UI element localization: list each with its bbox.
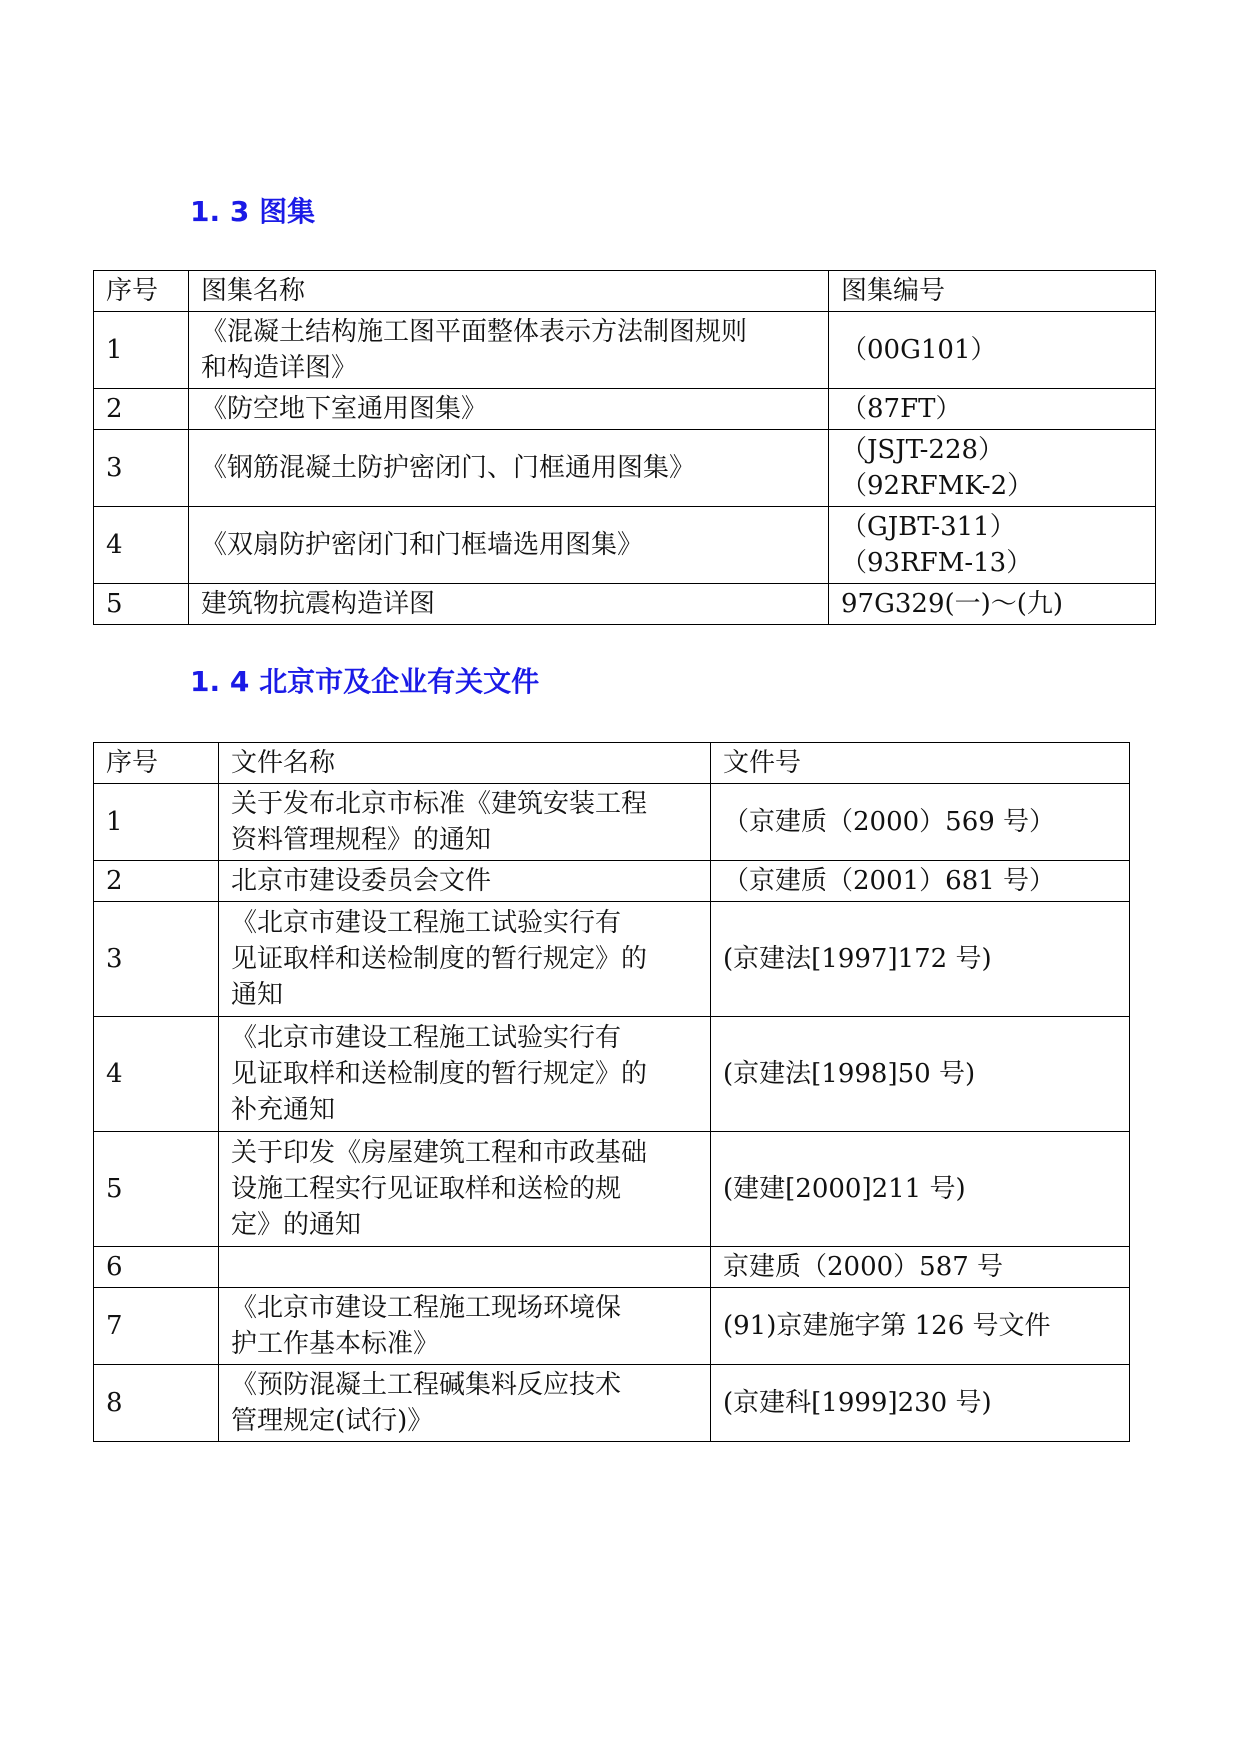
code-line: (京建科[1999]230 号)	[723, 1388, 992, 1418]
code-cell	[711, 784, 1130, 861]
code-cell	[829, 430, 1156, 507]
row-number-cell: 1	[94, 784, 219, 861]
code-line: (京建法[1998]50 号)	[723, 1059, 976, 1089]
name-cell	[189, 312, 829, 389]
code-line: （京建质（2001）681 号）	[723, 866, 1056, 896]
table-row	[94, 1247, 1130, 1288]
name-line: 设施工程实行见证取样和送检的规	[231, 1174, 622, 1204]
row-number-cell: 2	[94, 861, 219, 902]
table-row	[94, 861, 1130, 902]
row-number-cell: 8	[94, 1365, 219, 1442]
name-cell	[219, 861, 711, 902]
name-line: 北京市建设委员会文件	[231, 866, 492, 896]
table-row	[94, 507, 1156, 584]
table-header-cell: 序号	[94, 743, 219, 784]
table-row	[94, 430, 1156, 507]
table-header-cell: 文件号	[711, 743, 1130, 784]
name-cell	[219, 1365, 711, 1442]
row-number-cell: 6	[94, 1247, 219, 1288]
name-line: 定》的通知	[231, 1210, 362, 1240]
name-cell	[189, 389, 829, 430]
table-header-cell: 文件名称	[219, 743, 711, 784]
table-row	[94, 312, 1156, 389]
table-row	[94, 1017, 1130, 1132]
name-line: 《双扇防护密闭门和门框墙选用图集》	[201, 530, 644, 560]
code-cell	[711, 902, 1130, 1017]
name-cell	[189, 584, 829, 625]
code-line: (建建[2000]211 号)	[723, 1174, 966, 1204]
code-line: （京建质（2000）569 号）	[723, 807, 1056, 837]
table-row	[94, 784, 1130, 861]
row-number-cell: 2	[94, 389, 189, 430]
code-cell	[711, 1132, 1130, 1247]
name-line: 建筑物抗震构造详图	[201, 589, 436, 619]
code-cell	[711, 1017, 1130, 1132]
table-row	[94, 389, 1156, 430]
name-cell	[219, 902, 711, 1017]
code-line: 97G329(一)～(九)	[841, 589, 1064, 619]
name-line: 见证取样和送检制度的暂行规定》的	[231, 944, 648, 974]
table-row	[94, 1288, 1130, 1365]
code-line: （93RFM-13）	[841, 548, 1033, 578]
name-line: 《混凝土结构施工图平面整体表示方法制图规则	[201, 317, 748, 347]
atlas-table	[93, 270, 1156, 625]
code-cell	[829, 389, 1156, 430]
name-line: 护工作基本标准》	[231, 1329, 440, 1359]
code-line: （00G101）	[841, 335, 997, 365]
code-cell	[711, 1365, 1130, 1442]
name-line: 《北京市建设工程施工试验实行有	[231, 1023, 622, 1053]
row-number-cell: 7	[94, 1288, 219, 1365]
name-cell	[219, 784, 711, 861]
code-line: (京建法[1997]172 号)	[723, 944, 992, 974]
table-row	[94, 1132, 1130, 1247]
code-line: 京建质（2000）587 号	[723, 1252, 1004, 1282]
row-number-cell: 3	[94, 902, 219, 1017]
code-line: （87FT）	[841, 394, 962, 424]
name-cell	[219, 1247, 711, 1288]
name-cell	[189, 430, 829, 507]
code-line: （GJBT-311）	[841, 512, 1016, 542]
name-cell	[219, 1017, 711, 1132]
row-number-cell: 5	[94, 584, 189, 625]
section-heading-documents: 1. 4 北京市及企业有关文件	[190, 665, 540, 698]
row-number-cell: 3	[94, 430, 189, 507]
table-row	[94, 1365, 1130, 1442]
code-cell	[711, 861, 1130, 902]
name-line: 和构造详图》	[201, 353, 358, 383]
table-header-cell: 图集名称	[189, 271, 829, 312]
code-cell	[829, 507, 1156, 584]
name-line: 通知	[231, 980, 284, 1010]
row-number-cell: 5	[94, 1132, 219, 1247]
code-cell	[829, 584, 1156, 625]
documents-table	[93, 742, 1130, 1442]
row-number-cell: 4	[94, 1017, 219, 1132]
name-line: 《防空地下室通用图集》	[201, 394, 488, 424]
code-line: （JSJT-228）	[841, 435, 1005, 465]
table-header-cell: 图集编号	[829, 271, 1156, 312]
code-line: (91)京建施字第 126 号文件	[723, 1311, 1051, 1341]
name-line: 《预防混凝土工程碱集料反应技术	[231, 1370, 622, 1400]
name-cell	[219, 1132, 711, 1247]
code-cell	[711, 1247, 1130, 1288]
row-number-cell: 1	[94, 312, 189, 389]
row-number-cell: 4	[94, 507, 189, 584]
name-line: 《北京市建设工程施工试验实行有	[231, 908, 622, 938]
section-heading-atlas: 1. 3 图集	[190, 195, 316, 228]
name-line: 见证取样和送检制度的暂行规定》的	[231, 1059, 648, 1089]
name-cell	[189, 507, 829, 584]
table-row	[94, 584, 1156, 625]
name-line: 关于印发《房屋建筑工程和市政基础	[231, 1138, 648, 1168]
name-line: 《北京市建设工程施工现场环境保	[231, 1293, 622, 1323]
table-header-row	[94, 271, 1156, 312]
name-line: 资料管理规程》的通知	[231, 825, 492, 855]
name-line: 补充通知	[231, 1095, 336, 1125]
table-row	[94, 902, 1130, 1017]
code-line: （92RFMK-2）	[841, 471, 1034, 501]
name-cell	[219, 1288, 711, 1365]
code-cell	[829, 312, 1156, 389]
table-header-cell: 序号	[94, 271, 189, 312]
name-line: 《钢筋混凝土防护密闭门、门框通用图集》	[201, 453, 696, 483]
table-header-row	[94, 743, 1130, 784]
name-line: 关于发布北京市标准《建筑安装工程	[231, 789, 648, 819]
code-cell	[711, 1288, 1130, 1365]
name-line: 管理规定(试行)》	[231, 1406, 434, 1436]
